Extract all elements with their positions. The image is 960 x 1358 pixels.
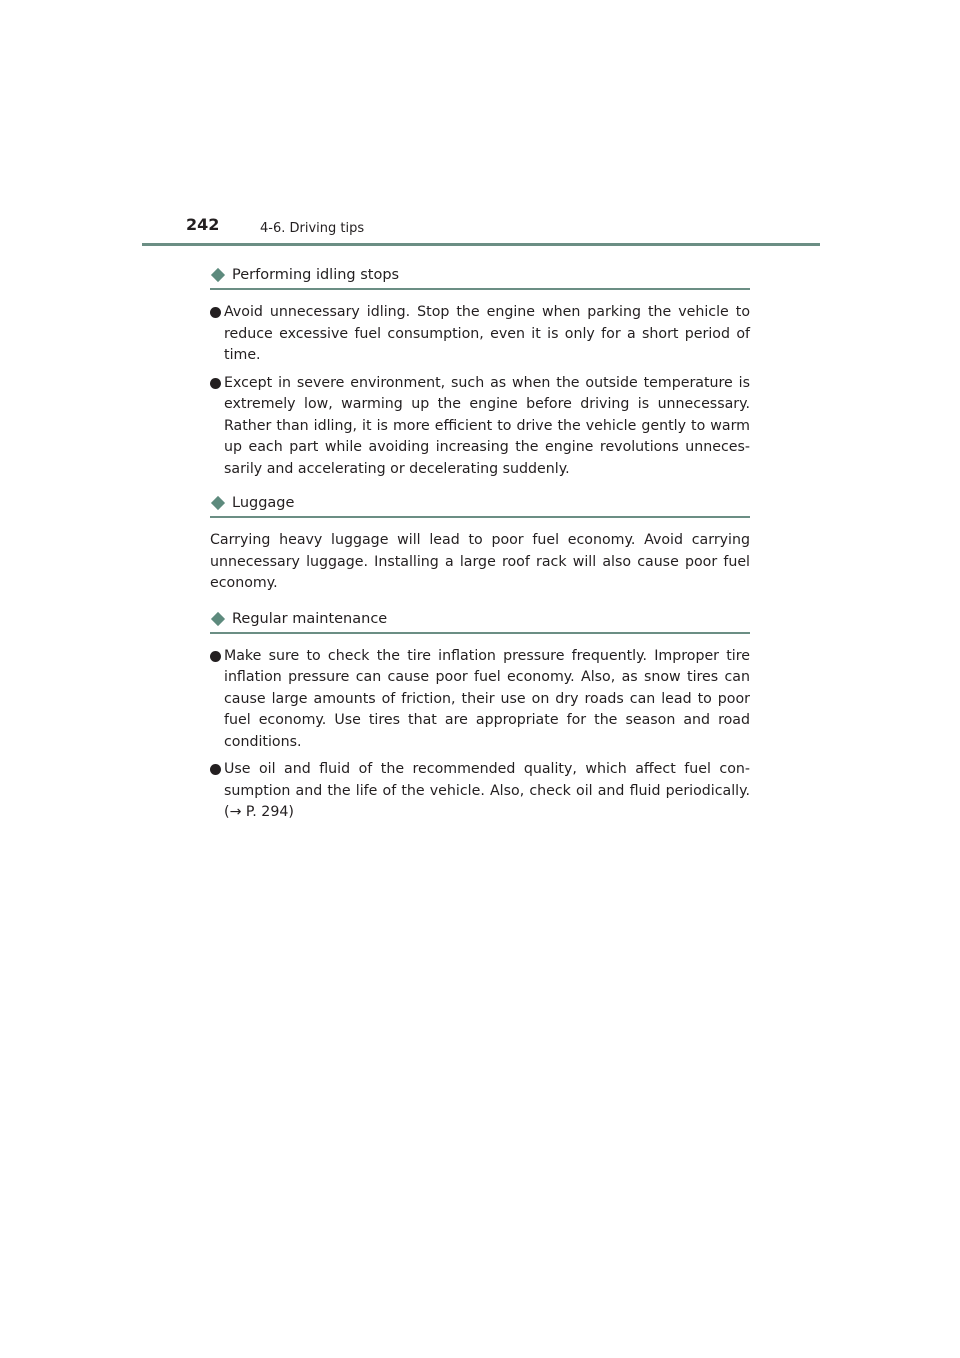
luggage-heading: [210, 490, 750, 518]
list-item: [210, 373, 750, 481]
list-item-text: Make sure to check the tire inflation pressure frequently. Improper tire inflation pressure can cause poor fuel economy. Also, as snow tires can cause large amounts of friction, their use on dry roads can lead to poor fuel economy. Use tires that are appropriate for the season and road conditions.: [224, 647, 750, 750]
page-number: 242: [186, 215, 220, 234]
bullet-icon: [210, 651, 221, 662]
section-label: 4-6. Driving tips: [260, 221, 365, 236]
idling-heading-text: Performing idling stops: [232, 267, 400, 283]
idling-heading: [210, 262, 750, 290]
maintenance-list: [210, 646, 750, 824]
luggage-heading-text: Luggage: [232, 495, 295, 511]
maintenance-heading: [210, 606, 750, 634]
list-item-text: Use oil and fluid of the recommended quality, which affect fuel con-sumption and the life of the vehicle. Also, check oil and fluid periodically. (→ P. 294): [224, 761, 750, 820]
list-item: [210, 646, 750, 754]
maintenance-heading-text: Regular maintenance: [232, 610, 388, 627]
luggage-paragraph: Carrying heavy luggage will lead to poor fuel economy. Avoid carrying unnecessary luggage. Installing a large roof rack will also cause poor fuel economy.: [210, 532, 750, 591]
list-item-text: Avoid unnecessary idling. Stop the engine when parking the vehicle to reduce excessive fuel consumption, even it is only for a short period of time.: [224, 304, 750, 363]
diamond-icon: [211, 496, 225, 510]
list-item-text: Except in severe environment, such as when the outside temperature is extremely low, warming up the engine before driving is unnecessary. Rather than idling, it is more efficient to drive the vehicle gently to warm up each part while avoiding increasing the engine revolutions unneces-sarily and accelerating or decelerating suddenly.: [224, 374, 750, 477]
list-item[interactable]: [210, 759, 750, 824]
page-header: [0, 212, 960, 248]
idling-list: [210, 302, 750, 480]
diamond-icon: [211, 268, 225, 282]
header-rule: [142, 243, 820, 246]
bullet-icon: [210, 764, 221, 775]
bullet-icon: [210, 378, 221, 389]
list-item: [210, 302, 750, 367]
diamond-icon: [211, 611, 225, 625]
page-content: [210, 262, 750, 834]
bullet-icon: [210, 307, 221, 318]
